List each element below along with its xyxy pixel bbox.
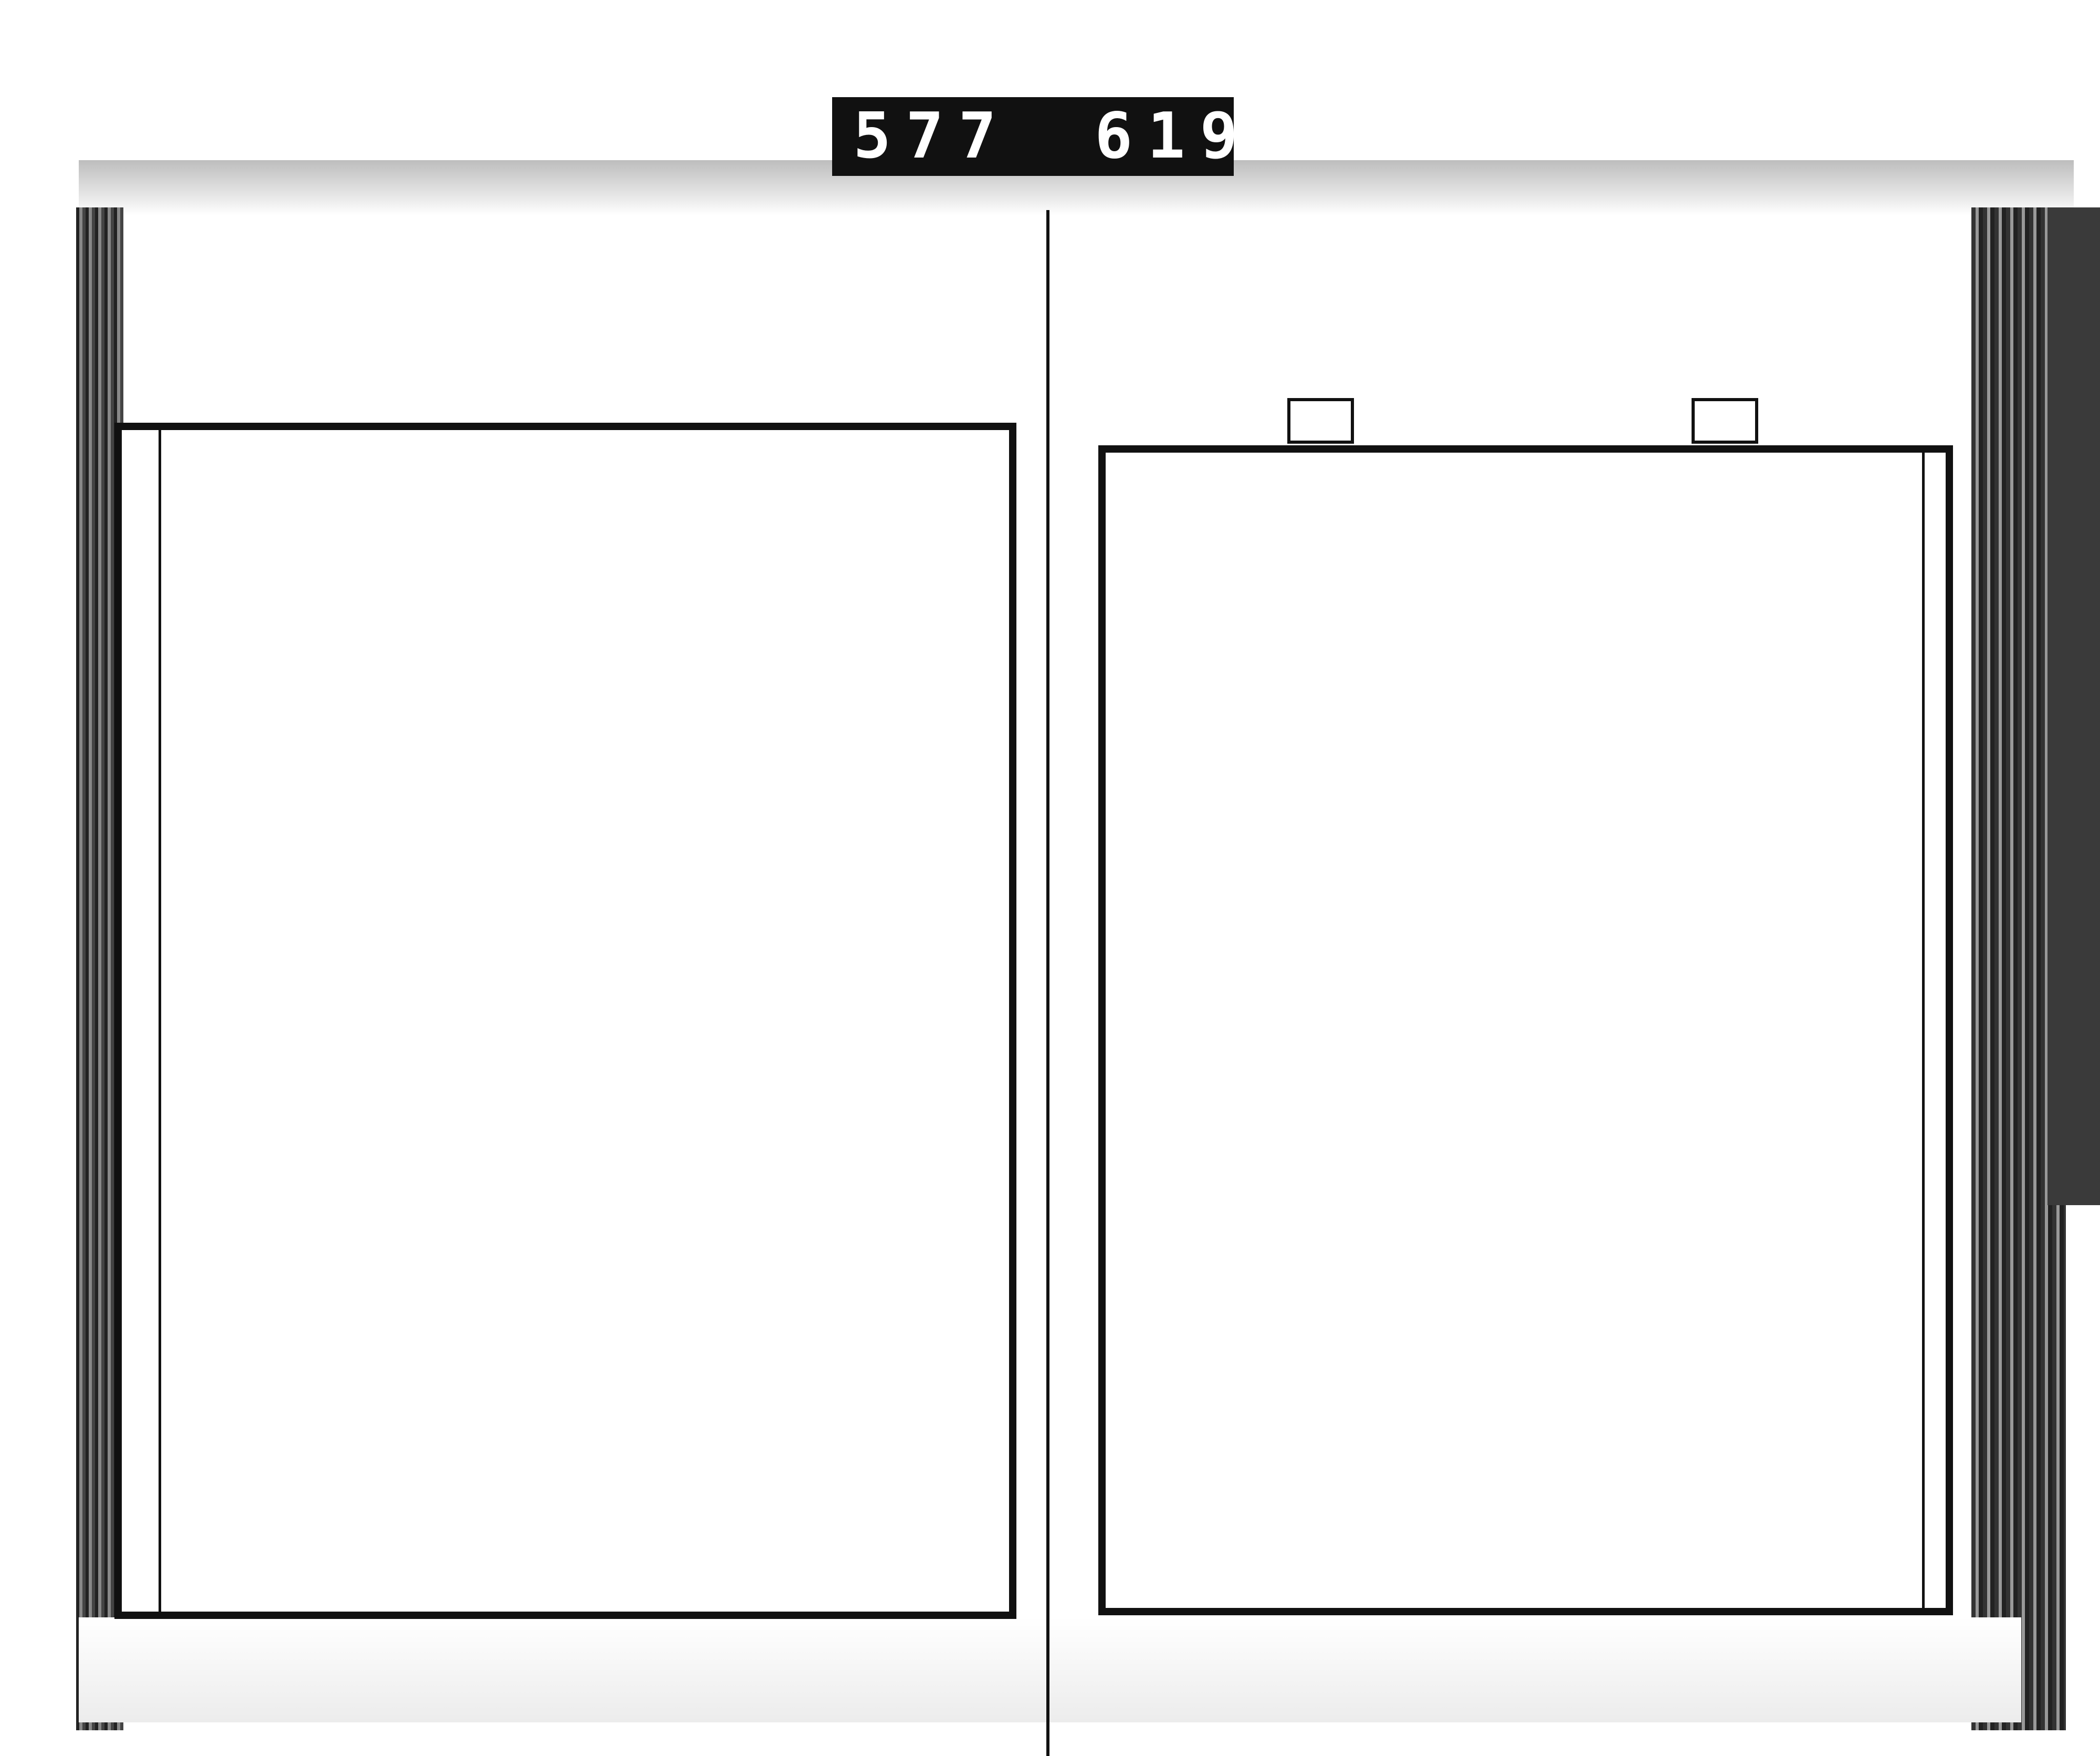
right-page-header-label xyxy=(1918,484,1966,852)
right-column-6 xyxy=(1572,474,1630,1603)
book-bottom-shadow xyxy=(79,1617,2021,1722)
left-column-13 xyxy=(226,451,284,1580)
right-column-9 xyxy=(1402,474,1460,1603)
left-column-4 xyxy=(755,451,813,1580)
small-tab-label-right xyxy=(1692,398,1758,444)
right-column-12 xyxy=(1232,474,1289,1603)
right-page-page-label xyxy=(1918,1335,1966,1597)
right-column-3 xyxy=(1742,474,1800,1603)
right-column-2 xyxy=(1799,474,1856,1603)
left-page-frame xyxy=(114,423,1016,1619)
right-column-13 xyxy=(1175,474,1233,1603)
left-column-3 xyxy=(814,451,872,1580)
book-gutter xyxy=(1046,210,1049,1756)
right-column-4 xyxy=(1685,474,1743,1603)
right-page-frame xyxy=(1098,445,1953,1615)
right-column-1 xyxy=(1856,474,1914,1603)
left-column-2 xyxy=(873,451,930,1580)
small-tab-label-left xyxy=(1287,398,1354,444)
left-column-5 xyxy=(696,451,754,1580)
left-page-inner-rule xyxy=(159,430,161,1612)
left-column-1 xyxy=(930,451,988,1580)
right-column-5 xyxy=(1629,474,1686,1603)
left-column-14 xyxy=(167,451,225,1580)
right-column-7 xyxy=(1515,474,1573,1603)
right-cover-edge xyxy=(2048,207,2100,1205)
left-column-11 xyxy=(343,451,401,1580)
archive-number-left: 577 xyxy=(853,100,1011,173)
archive-number-plate xyxy=(832,97,1253,176)
right-column-11 xyxy=(1288,474,1346,1603)
right-column-14 xyxy=(1118,474,1176,1603)
left-column-8 xyxy=(520,451,578,1580)
left-column-10 xyxy=(402,451,460,1580)
left-column-12 xyxy=(285,451,342,1580)
left-column-6 xyxy=(637,451,695,1580)
archive-number-right: 619 xyxy=(1095,100,1253,173)
right-column-10 xyxy=(1345,474,1403,1603)
left-column-9 xyxy=(461,451,519,1580)
right-column-8 xyxy=(1458,474,1516,1603)
left-column-7 xyxy=(579,451,636,1580)
